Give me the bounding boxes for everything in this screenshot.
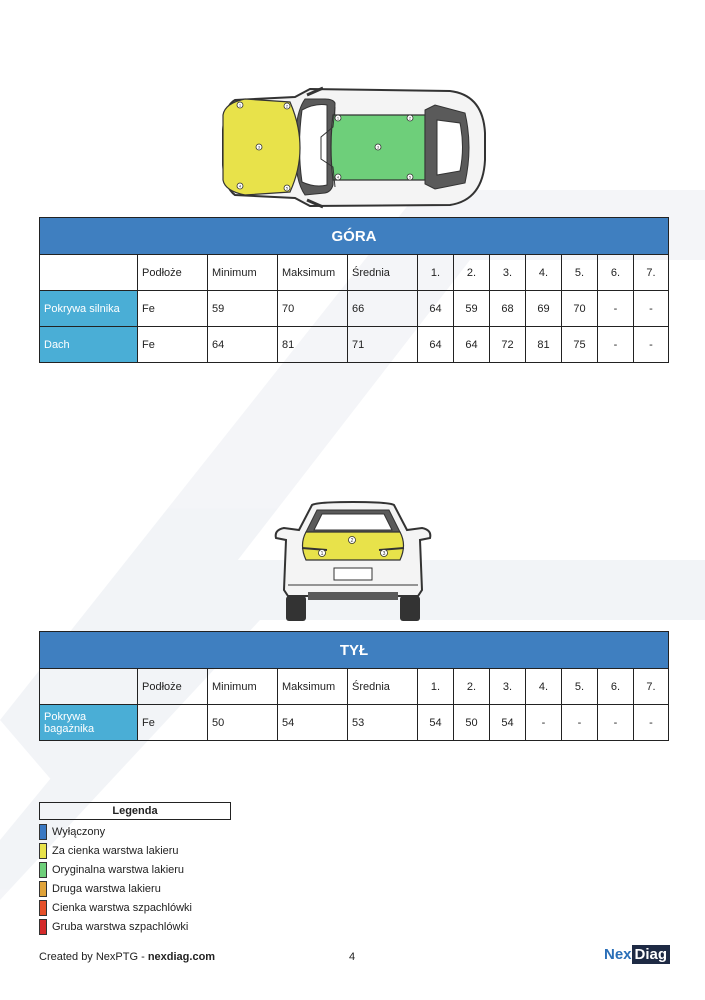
legend-label: Cienka warstwa szpachlówki — [52, 901, 192, 914]
part-name-cell: Pokrywa bagażnika — [40, 705, 138, 741]
table-cell: 54 — [418, 705, 454, 741]
header-cell: 5. — [562, 669, 598, 705]
legend-item — [39, 879, 231, 898]
car-top-view — [215, 85, 490, 210]
table-cell: - — [598, 705, 634, 741]
header-cell: Średnia — [348, 255, 418, 291]
header-cell: 3. — [490, 255, 526, 291]
point-label: 2 — [285, 103, 289, 109]
legend-label: Za cienka warstwa lakieru — [52, 844, 179, 857]
legend — [39, 802, 231, 936]
header-cell: 6. — [598, 669, 634, 705]
header-cell: Średnia — [348, 669, 418, 705]
legend-swatch — [39, 824, 47, 840]
table-tyl — [39, 631, 669, 741]
table-cell: 59 — [208, 291, 278, 327]
table-row — [40, 327, 669, 363]
header-cell: 4. — [526, 669, 562, 705]
table-cell: 64 — [418, 327, 454, 363]
legend-swatch — [39, 881, 47, 897]
header-cell: Minimum — [208, 255, 278, 291]
logo-part-nex: Nex — [604, 946, 632, 963]
table-cell: 81 — [526, 327, 562, 363]
table-header-row — [40, 669, 669, 705]
footer-created-by: Created by NexPTG - — [39, 951, 148, 963]
table-cell: 64 — [208, 327, 278, 363]
table-gora — [39, 217, 669, 363]
table-cell: - — [562, 705, 598, 741]
table-cell: 72 — [490, 327, 526, 363]
table-cell: 81 — [278, 327, 348, 363]
table-cell: - — [634, 327, 669, 363]
table-cell: 70 — [562, 291, 598, 327]
point-label: 1 — [238, 102, 242, 108]
table-cell: - — [598, 327, 634, 363]
legend-item — [39, 898, 231, 917]
table-cell: - — [598, 291, 634, 327]
nexdiag-logo — [604, 945, 670, 964]
header-cell: 5. — [562, 255, 598, 291]
table-cell: - — [634, 705, 669, 741]
table-cell: 75 — [562, 327, 598, 363]
table-cell: 64 — [454, 327, 490, 363]
table-cell: 71 — [348, 327, 418, 363]
header-cell: 2. — [454, 669, 490, 705]
header-cell: Podłoże — [138, 669, 208, 705]
table-cell: 69 — [526, 291, 562, 327]
table-cell: 70 — [278, 291, 348, 327]
point-label: 4 — [238, 183, 242, 189]
legend-item — [39, 860, 231, 879]
legend-label: Wyłączony — [52, 825, 106, 838]
table-cell: 50 — [454, 705, 490, 741]
point-label: 3 — [382, 550, 386, 557]
table-cell: 68 — [490, 291, 526, 327]
legend-swatch — [39, 900, 47, 916]
table-cell: 53 — [348, 705, 418, 741]
header-cell: Maksimum — [278, 669, 348, 705]
point-label: 1 — [336, 115, 340, 121]
legend-label: Gruba warstwa szpachlówki — [52, 920, 189, 933]
header-cell: 7. — [634, 669, 669, 705]
header-cell: 1. — [418, 255, 454, 291]
header-cell: 6. — [598, 255, 634, 291]
point-label: 5 — [285, 185, 289, 191]
legend-swatch — [39, 919, 47, 935]
part-name-cell: Dach — [40, 327, 138, 363]
header-cell: Maksimum — [278, 255, 348, 291]
table-cell: Fe — [138, 291, 208, 327]
table-cell: - — [634, 291, 669, 327]
table-cell: 64 — [418, 291, 454, 327]
point-label: 3 — [257, 144, 261, 150]
point-label: 5 — [408, 174, 412, 180]
legend-item — [39, 841, 231, 860]
section-title: GÓRA — [40, 218, 669, 255]
legend-item — [39, 822, 231, 841]
point-label: 2 — [350, 537, 354, 544]
header-cell: Minimum — [208, 669, 278, 705]
car-rear-view — [272, 500, 434, 625]
header-cell: 7. — [634, 255, 669, 291]
table-cell: - — [526, 705, 562, 741]
part-name-cell: Pokrywa silnika — [40, 291, 138, 327]
legend-title: Legenda — [39, 802, 231, 820]
legend-label: Druga warstwa lakieru — [52, 882, 161, 895]
header-cell: 1. — [418, 669, 454, 705]
header-cell: 2. — [454, 255, 490, 291]
legend-swatch — [39, 843, 47, 859]
table-cell: 59 — [454, 291, 490, 327]
legend-swatch — [39, 862, 47, 878]
header-cell: Podłoże — [138, 255, 208, 291]
table-row — [40, 705, 669, 741]
point-label: 3 — [376, 144, 380, 150]
point-label: 1 — [320, 550, 324, 557]
header-cell — [40, 669, 138, 705]
table-row — [40, 291, 669, 327]
table-cell: 50 — [208, 705, 278, 741]
legend-label: Oryginalna warstwa lakieru — [52, 863, 185, 876]
footer-credit — [39, 951, 215, 963]
header-cell: 4. — [526, 255, 562, 291]
table-cell: 66 — [348, 291, 418, 327]
table-cell: 54 — [490, 705, 526, 741]
section-title: TYŁ — [40, 632, 669, 669]
point-label: 2 — [408, 115, 412, 121]
legend-item — [39, 917, 231, 936]
page-number: 4 — [349, 951, 356, 963]
logo-part-diag: Diag — [632, 945, 671, 964]
table-cell: Fe — [138, 327, 208, 363]
point-label: 4 — [336, 174, 340, 180]
table-cell: Fe — [138, 705, 208, 741]
footer-site-link[interactable]: nexdiag.com — [147, 951, 216, 963]
header-cell: 3. — [490, 669, 526, 705]
header-cell — [40, 255, 138, 291]
table-cell: 54 — [278, 705, 348, 741]
table-header-row — [40, 255, 669, 291]
